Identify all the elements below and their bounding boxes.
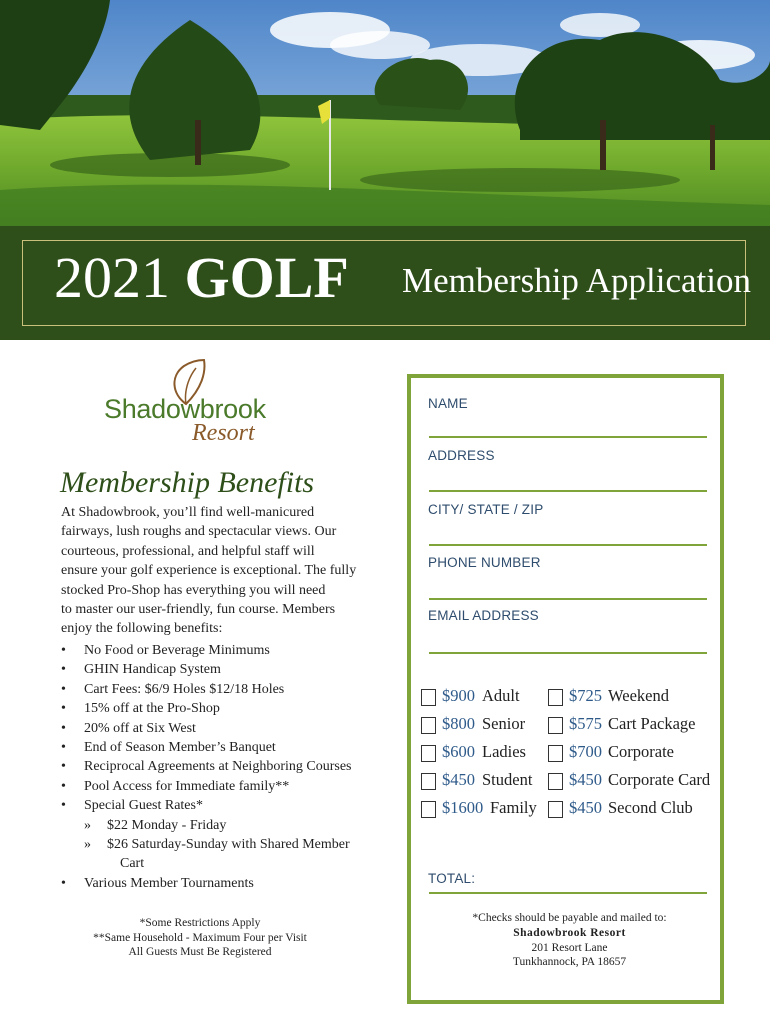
title-band [0, 226, 770, 340]
bullet-icon: • [61, 701, 66, 717]
benefit-text: Pool Access for Immediate family** [84, 778, 290, 794]
checkbox[interactable] [548, 717, 563, 734]
benefit-item [61, 796, 391, 815]
guest-rate-item [61, 835, 391, 854]
shadowbrook-logo [100, 358, 275, 453]
name-field[interactable] [429, 436, 707, 438]
benefit-text: 15% off at the Pro-Shop [84, 701, 220, 717]
option-label: Family [490, 798, 537, 817]
benefit-item [61, 680, 391, 699]
phone-label: PHONE NUMBER [428, 555, 541, 570]
benefit-text: Cart Fees: $6/9 Holes $12/18 Holes [84, 681, 285, 697]
option-price: $1600 [442, 798, 484, 817]
option-label: Second Club [608, 798, 693, 817]
option-price: $600 [442, 742, 475, 761]
checkbox[interactable] [548, 689, 563, 706]
bullet-icon: • [61, 681, 66, 697]
address-label: ADDRESS [428, 448, 495, 463]
footnote: All Guests Must Be Registered [128, 946, 272, 958]
benefit-item [61, 738, 391, 757]
logo-script: Resort [192, 420, 255, 446]
option-price: $800 [442, 714, 475, 733]
benefit-item [61, 699, 391, 718]
footnote: **Same Household - Maximum Four per Visit [93, 931, 307, 944]
option-price: $900 [442, 686, 475, 705]
title-year: 2021 [54, 245, 170, 310]
payable-street: 201 Resort Lane [531, 941, 608, 954]
bullet-icon: • [61, 778, 66, 794]
benefit-text: No Food or Beverage Minimums [84, 643, 270, 658]
guest-rate-item [61, 816, 391, 835]
email-field[interactable] [429, 652, 707, 654]
chevron-right-icon: » [84, 837, 91, 853]
benefit-text: End of Season Member’s Banquet [84, 740, 276, 756]
guest-rate-text: Cart [120, 856, 145, 872]
option-price: $725 [569, 686, 602, 705]
checkbox[interactable] [548, 745, 563, 762]
hero-golf-course-photo [0, 0, 770, 226]
logo-wordmark: Shadowbrook [104, 394, 266, 424]
total-label: TOTAL: [428, 871, 476, 886]
option-label: Cart Package [608, 714, 696, 733]
benefit-item [61, 719, 391, 738]
intro-line: to master our user-friendly, fun course. Members [61, 602, 336, 618]
checkbox[interactable] [421, 717, 436, 734]
intro-line: ensure your golf experience is exceptional. The fully [61, 563, 357, 579]
checkbox[interactable] [421, 745, 436, 762]
benefit-text: Special Guest Rates* [84, 798, 203, 814]
benefit-text: 20% off at Six West [84, 720, 196, 736]
total-field[interactable] [429, 892, 707, 894]
address-field[interactable] [429, 490, 707, 492]
payable-company: Shadowbrook Resort [513, 926, 626, 939]
benefit-item [61, 874, 391, 893]
payment-instructions [427, 911, 712, 970]
benefit-item [61, 660, 391, 679]
checkbox[interactable] [548, 801, 563, 818]
option-price: $700 [569, 742, 602, 761]
benefit-item [61, 641, 391, 660]
option-label: Corporate [608, 742, 674, 761]
intro-line: courteous, professional, and helpful staff will [61, 543, 315, 559]
bullet-icon: • [61, 643, 66, 658]
benefit-text: Reciprocal Agreements at Neighboring Courses [84, 759, 352, 775]
option-label: Corporate Card [608, 770, 711, 789]
name-label: NAME [428, 396, 468, 411]
intro-line: enjoy the following benefits: [61, 621, 223, 637]
option-label: Adult [482, 686, 520, 705]
checkbox[interactable] [421, 801, 436, 818]
option-price: $450 [442, 770, 475, 789]
title-golf: GOLF [184, 245, 349, 310]
payable-city: Tunkhannock, PA 18657 [512, 956, 627, 969]
intro-line: stocked Pro-Shop has everything you will need [61, 582, 326, 598]
checkbox[interactable] [421, 689, 436, 706]
chevron-right-icon: » [84, 817, 91, 833]
benefits-intro [61, 503, 391, 639]
checkbox[interactable] [421, 773, 436, 790]
city-state-zip-field[interactable] [429, 544, 707, 546]
option-price: $450 [569, 770, 602, 789]
bullet-icon: • [61, 740, 66, 756]
benefit-text: GHIN Handicap System [84, 662, 221, 678]
page-subtitle: Membership Application [402, 261, 751, 300]
option-label: Senior [482, 714, 526, 733]
page-title [54, 246, 349, 310]
footnote: *Some Restrictions Apply [139, 917, 261, 929]
option-price: $575 [569, 714, 602, 733]
benefit-text: Various Member Tournaments [84, 875, 254, 891]
benefit-item [61, 777, 391, 796]
bullet-icon: • [61, 662, 66, 678]
option-price: $450 [569, 798, 602, 817]
guest-rate-text: $26 Saturday-Sunday with Shared Member [107, 837, 350, 853]
application-form [407, 374, 724, 1004]
city-state-zip-label: CITY/ STATE / ZIP [428, 502, 544, 517]
bullet-icon: • [61, 875, 66, 891]
option-label: Ladies [482, 742, 526, 761]
guest-rate-continuation [61, 854, 391, 873]
benefits-title: Membership Benefits [60, 466, 315, 499]
benefit-item [61, 757, 391, 776]
email-label: EMAIL ADDRESS [428, 608, 539, 623]
intro-line: At Shadowbrook, you’ll find well-manicured [61, 505, 315, 520]
bullet-icon: • [61, 720, 66, 736]
intro-line: fairways, lush roughs and spectacular views. Our [61, 524, 337, 540]
option-label: Weekend [608, 686, 669, 705]
guest-rate-text: $22 Monday - Friday [107, 817, 227, 833]
benefits-list [61, 641, 391, 893]
footnotes [60, 916, 340, 960]
checkbox[interactable] [548, 773, 563, 790]
payable-note: *Checks should be payable and mailed to: [472, 912, 667, 924]
bullet-icon: • [61, 798, 66, 814]
phone-field[interactable] [429, 598, 707, 600]
bullet-icon: • [61, 759, 66, 775]
option-label: Student [482, 770, 533, 789]
